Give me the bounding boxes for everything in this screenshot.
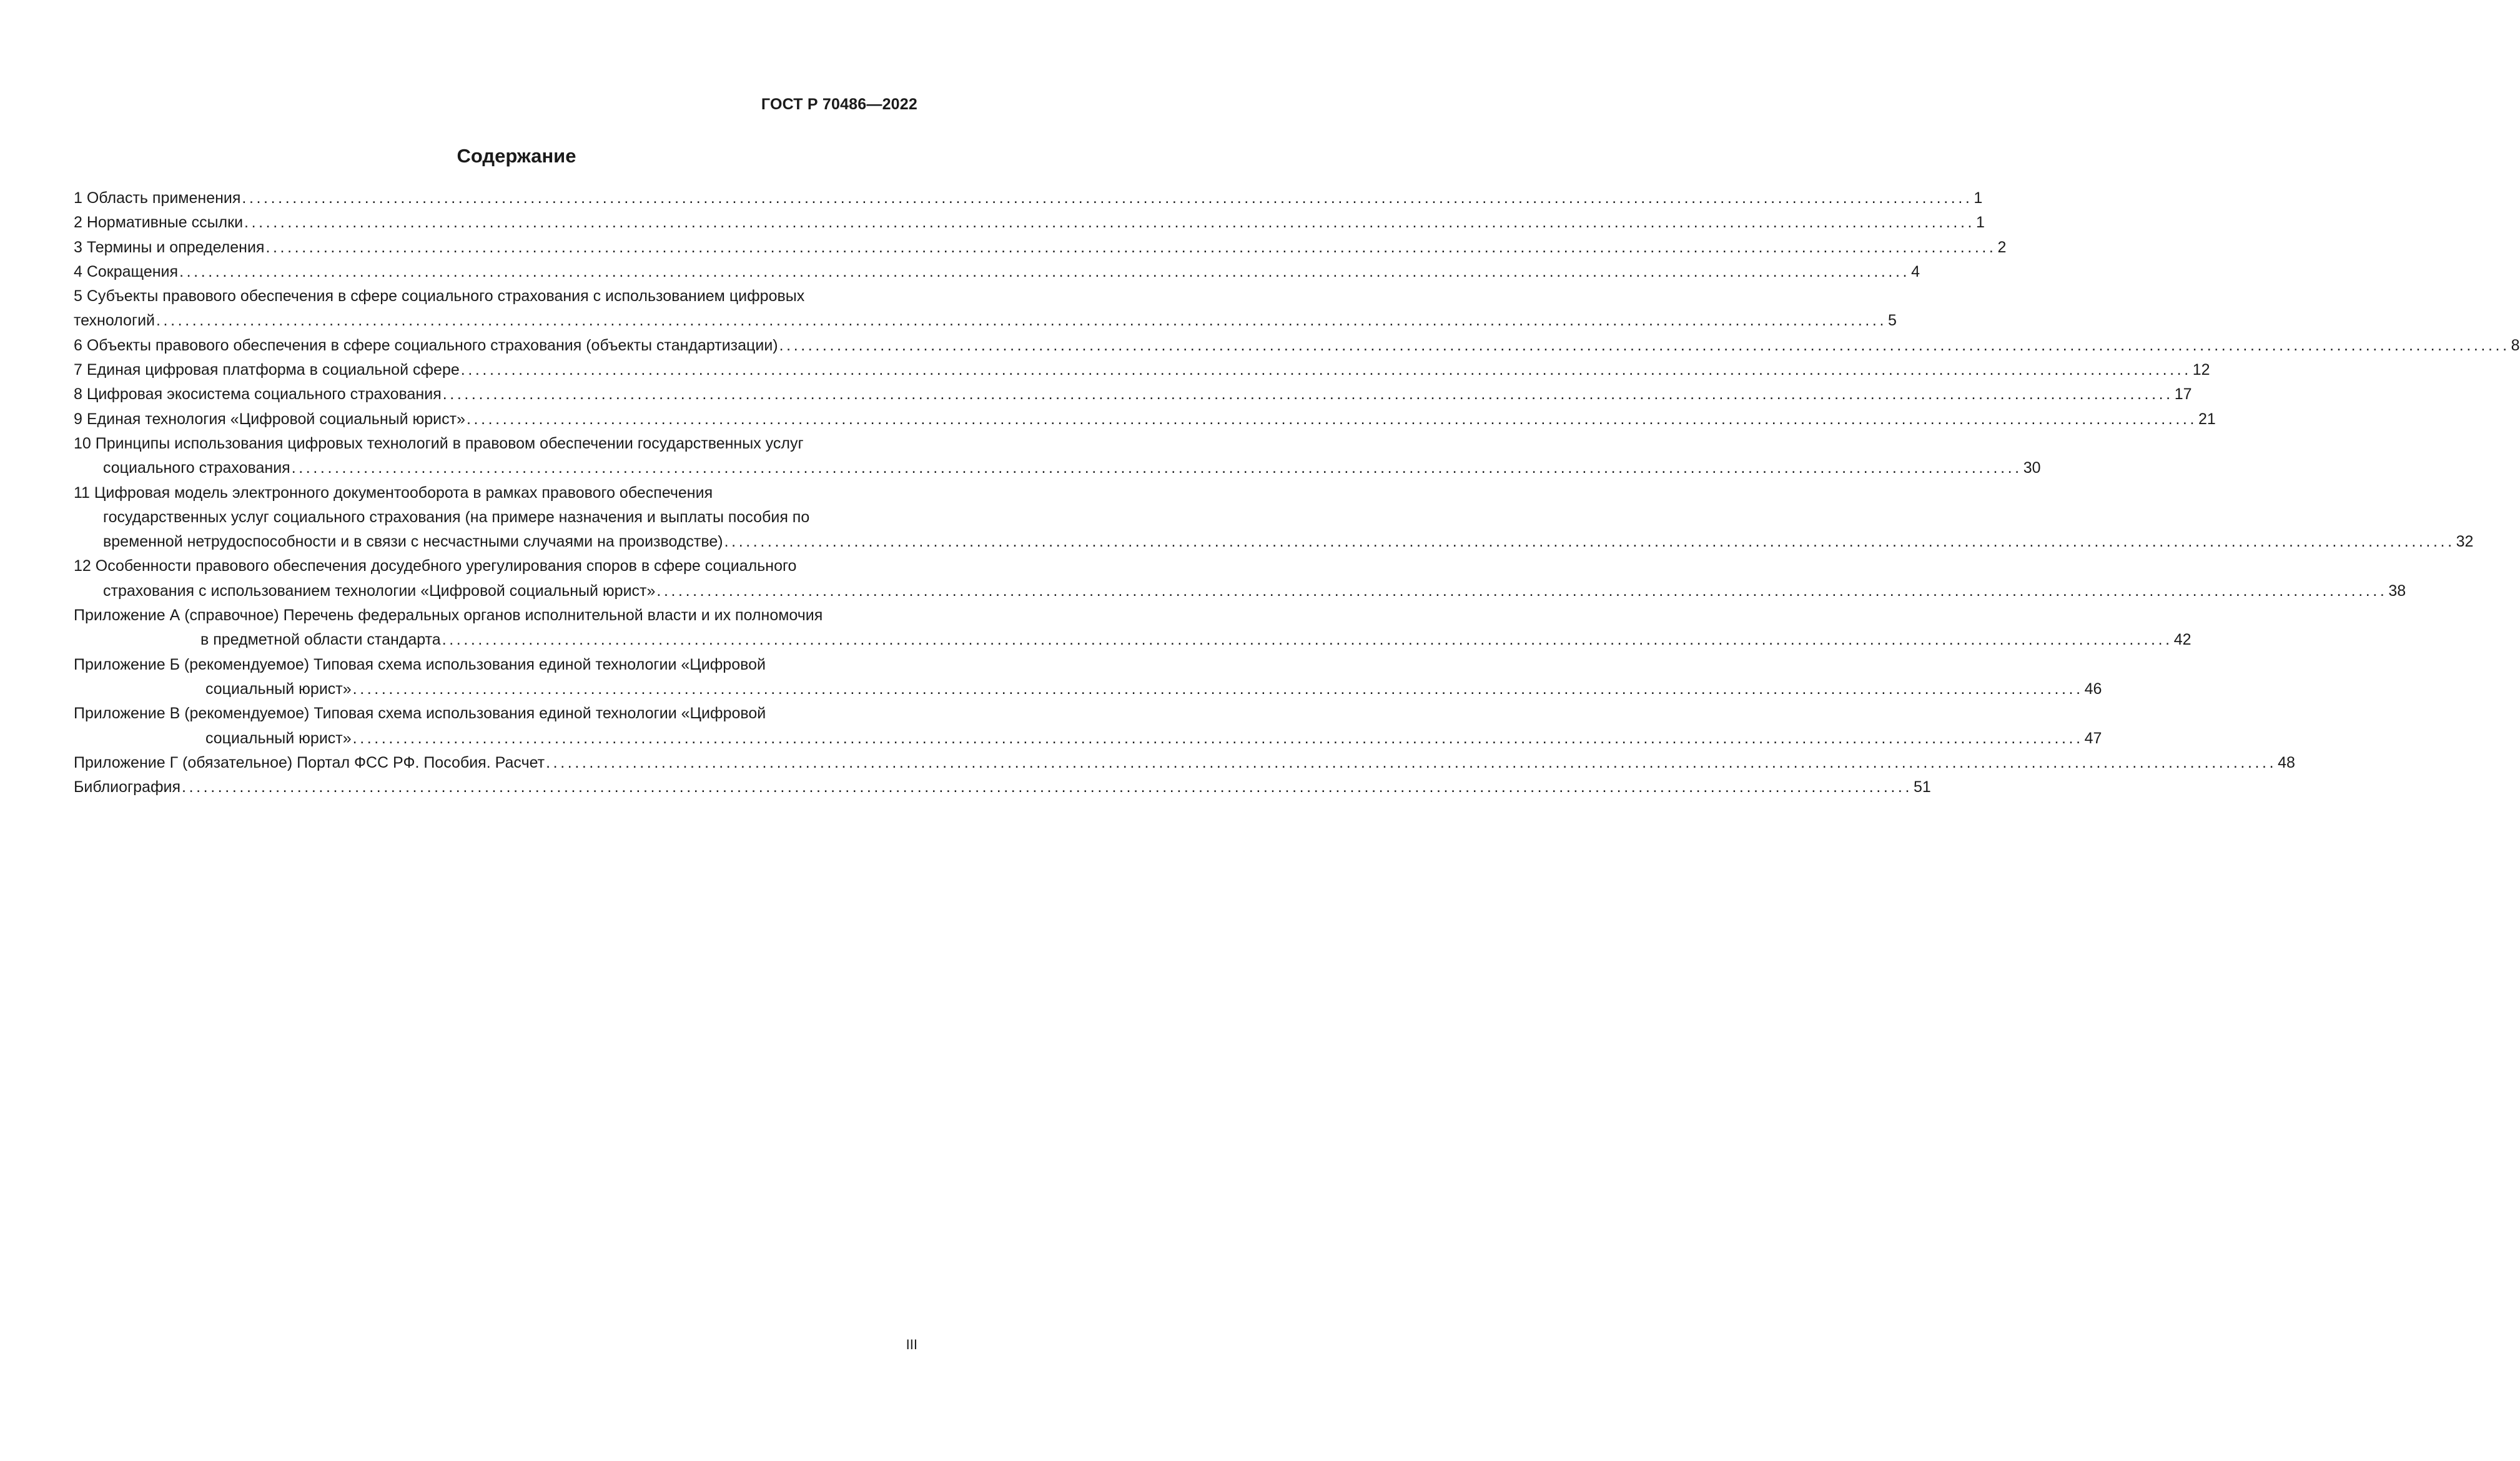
toc-entry[interactable] [74, 260, 1920, 284]
toc-leader-dots: ................................................................................................................................................................................................................................................ [442, 631, 2173, 649]
toc-page-number: 5 [1888, 312, 1897, 330]
toc-page-number: 1 [1974, 189, 1983, 207]
toc-entry-text: 5 Субъекты правового обеспечения в сфере социального страхования с использованием цифровых [74, 287, 805, 305]
toc-entry-line [74, 701, 919, 726]
toc-leader-dots: ................................................................................................................................................................................................................................................ [179, 262, 1910, 280]
toc-entry-line [74, 284, 919, 309]
toc-entry-text: 4 Сокращения [74, 262, 179, 280]
document-code: ГОСТ Р 70486—2022 [761, 96, 917, 113]
toc-leader-dots: ................................................................................................................................................................................................................................................ [291, 459, 2022, 477]
toc-entry[interactable] [74, 358, 2210, 382]
toc-entry-line [74, 628, 2191, 652]
toc-entry-text: 11 Цифровая модель электронного документооборота в рамках правового обеспечения [74, 483, 713, 502]
toc-page-number: 32 [2456, 533, 2474, 551]
toc-entry-text: социального страхования [103, 459, 290, 477]
toc-page-number: 46 [2084, 680, 2102, 698]
toc-entry-text: 12 Особенности правового обеспечения досудебного урегулирования споров в сфере социального [74, 557, 797, 575]
toc-entry-text: Приложение Б (рекомендуемое) Типовая схема использования единой технологии «Цифровой [74, 655, 766, 673]
toc-entry-text: Приложение А (справочное) Перечень федеральных органов исполнительной власти и их полномочия [74, 607, 823, 625]
toc-entry-line [74, 309, 1897, 333]
toc-entry-line [74, 334, 2520, 358]
toc-entry[interactable] [74, 751, 2295, 775]
toc-entry-text: в предметной области стандарта [200, 631, 441, 649]
toc-leader-dots: ................................................................................................................................................................................................................................................ [352, 680, 2083, 698]
toc-entry[interactable] [74, 186, 1983, 210]
toc-entry-line [74, 186, 1983, 210]
toc-page-number: 47 [2084, 729, 2102, 747]
toc-entry[interactable] [74, 554, 2406, 603]
toc-leader-dots: ................................................................................................................................................................................................................................................ [467, 410, 2197, 428]
toc-entry-line [74, 456, 2041, 480]
toc-entry-text: технологий [74, 312, 156, 330]
toc-entry-text: 8 Цифровая экосистема социального страхования [74, 385, 442, 404]
toc-page-number: 12 [2192, 361, 2210, 379]
toc-entry[interactable] [74, 334, 2520, 358]
toc-entry[interactable] [74, 481, 2474, 555]
toc-entry-line [74, 775, 1931, 800]
toc-page-number: 51 [1914, 778, 1931, 796]
toc-page-number: 48 [2278, 753, 2295, 771]
toc-leader-dots: ................................................................................................................................................................................................................................................ [265, 238, 1997, 256]
toc-entry[interactable] [74, 407, 2216, 432]
toc-entry-line [74, 505, 919, 530]
toc-leader-dots: ................................................................................................................................................................................................................................................ [182, 778, 1913, 796]
toc-entry[interactable] [74, 603, 2191, 653]
toc-leader-dots: ................................................................................................................................................................................................................................................ [242, 189, 1973, 207]
toc-entry-text: 3 Термины и определения [74, 238, 265, 256]
toc-entry-line [74, 382, 2192, 407]
toc-entry-line [74, 751, 2295, 775]
toc-entry-line [74, 579, 2406, 603]
toc-title: Содержание [457, 145, 576, 167]
toc-leader-dots: ................................................................................................................................................................................................................................................ [352, 729, 2083, 747]
toc-entry-text: Библиография [74, 778, 181, 796]
toc-entry[interactable] [74, 382, 2192, 407]
toc-entry-text: 2 Нормативные ссылки [74, 214, 244, 232]
toc-entry[interactable] [74, 701, 2102, 751]
toc-entry[interactable] [74, 235, 2007, 260]
toc-leader-dots: ................................................................................................................................................................................................................................................ [724, 533, 2455, 551]
toc-leader-dots: ................................................................................................................................................................................................................................................ [546, 753, 2277, 771]
toc-entry-text: Приложение Г (обязательное) Портал ФСС РФ. Пособия. Расчет [74, 753, 545, 771]
toc-entry-text: социальный юрист» [205, 680, 352, 698]
toc-page-number: 38 [2388, 582, 2406, 600]
toc-entry[interactable] [74, 653, 2102, 702]
toc-entry-text: 6 Объекты правового обеспечения в сфере социального страхования (объекты стандартизации) [74, 336, 778, 354]
toc-entry-text: Приложение В (рекомендуемое) Типовая схема использования единой технологии «Цифровой [74, 705, 766, 723]
toc-page-number: 2 [1997, 238, 2007, 256]
toc-entry-text: страхования с использованием технологии «Цифровой социальный юрист» [103, 582, 656, 600]
toc-page-number: 17 [2174, 385, 2192, 404]
toc-entry-line [74, 260, 1920, 284]
toc-entry-text: 10 Принципы использования цифровых технологий в правовом обеспечении государственных услуг [74, 434, 804, 452]
toc-leader-dots: ................................................................................................................................................................................................................................................ [442, 385, 2173, 404]
toc-entry-text: социальный юрист» [205, 729, 352, 747]
toc-page-number: 4 [1911, 262, 1920, 280]
toc-entry-line [74, 358, 2210, 382]
toc-entry[interactable] [74, 775, 1931, 800]
toc-leader-dots: ................................................................................................................................................................................................................................................ [244, 214, 1975, 232]
toc-entry[interactable] [74, 432, 2041, 481]
toc-leader-dots: ................................................................................................................................................................................................................................................ [460, 361, 2191, 379]
toc-entry-line [74, 530, 2474, 554]
toc-entry-line [74, 726, 2102, 751]
toc-entry-text: временной нетрудоспособности и в связи с несчастными случаями на производстве) [103, 533, 723, 551]
toc-entry-text: 7 Единая цифровая платформа в социальной сфере [74, 361, 460, 379]
toc-entry-line [74, 407, 2216, 432]
toc-entry-line [74, 653, 919, 677]
toc-leader-dots: ................................................................................................................................................................................................................................................ [779, 336, 2510, 354]
toc-entry-line [74, 603, 919, 628]
toc-page-number: 1 [1976, 214, 1985, 232]
toc-entry-line [74, 481, 919, 505]
toc-page-number: 30 [2023, 459, 2041, 477]
toc-page-number: 21 [2198, 410, 2216, 428]
toc-entry[interactable] [74, 210, 1985, 235]
toc-entry-line [74, 554, 919, 578]
toc-page-number: 8 [2511, 336, 2520, 354]
toc-entry[interactable] [74, 284, 1897, 334]
toc-leader-dots: ................................................................................................................................................................................................................................................ [656, 582, 2388, 600]
table-of-contents [74, 186, 2520, 800]
toc-entry-text: государственных услуг социального страхования (на примере назначения и выплаты пособия по [103, 508, 810, 526]
toc-entry-line [74, 432, 919, 456]
toc-entry-line [74, 677, 2102, 701]
toc-leader-dots: ................................................................................................................................................................................................................................................ [156, 312, 1887, 330]
toc-entry-text: 9 Единая технология «Цифровой социальный юрист» [74, 410, 465, 428]
toc-entry-line [74, 235, 2007, 260]
toc-entry-text: 1 Область применения [74, 189, 241, 207]
page-number: III [906, 1337, 917, 1352]
toc-entry-line [74, 210, 1985, 235]
toc-page-number: 42 [2173, 631, 2191, 649]
